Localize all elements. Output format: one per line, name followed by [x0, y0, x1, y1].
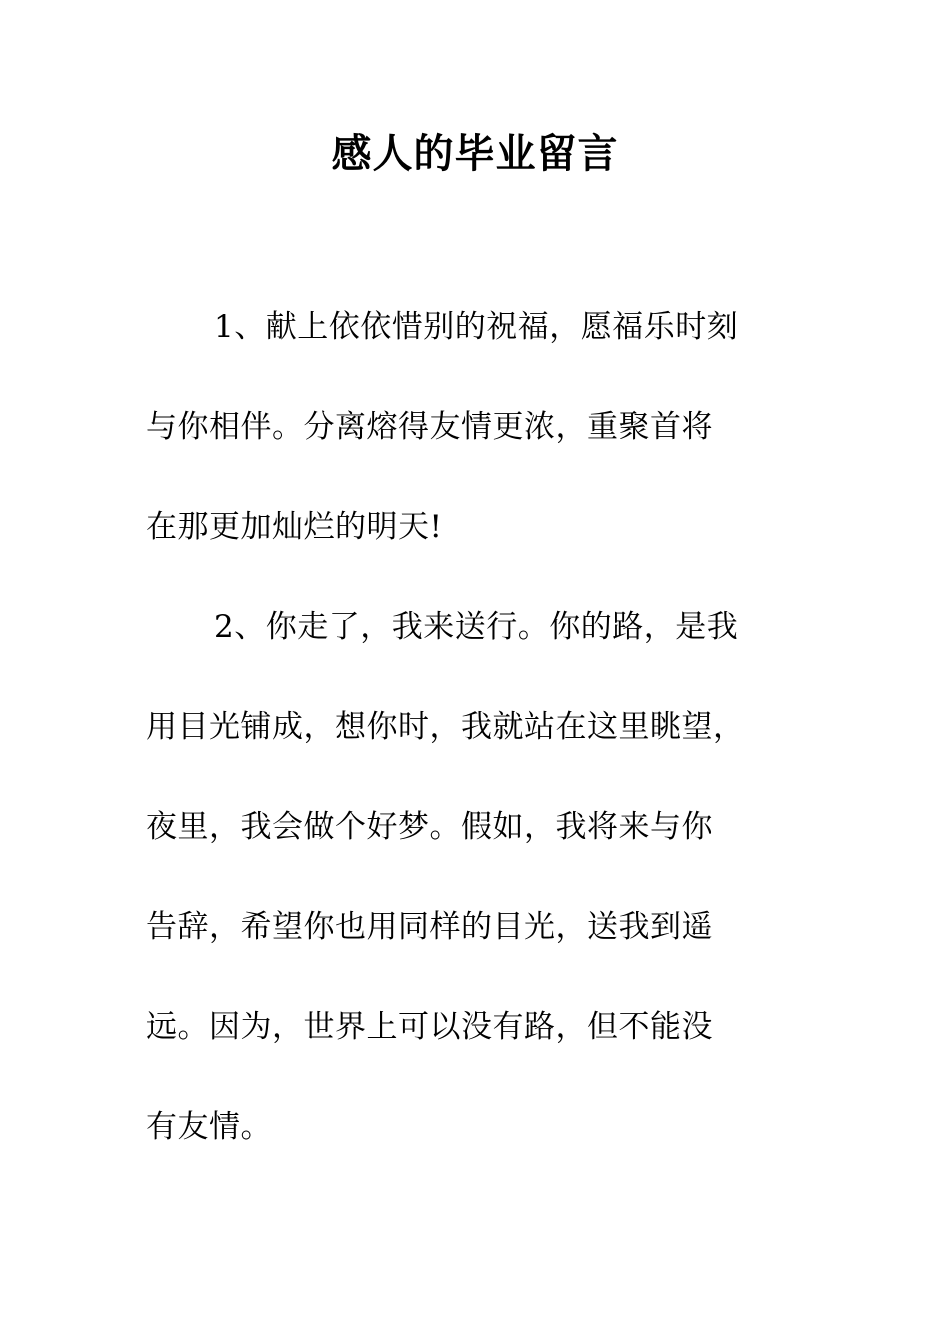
document-body [146, 298, 806, 1198]
paragraph-2-line-6: 有友情。 [146, 1109, 272, 1145]
page-title: 感人的毕业留言 [331, 130, 619, 177]
paragraph-2-line-1: 2、你走了，我来送行。你的路，是我 [214, 609, 739, 645]
paragraph-1-line-3: 在那更加灿烂的明天! [146, 509, 443, 545]
paragraph-2-line-5: 远。因为，世界上可以没有路，但不能没 [146, 1009, 713, 1045]
paragraph-1-line-2: 与你相伴。分离熔得友情更浓，重聚首将 [146, 409, 713, 445]
paragraph-1-line-1: 1、献上依依惜别的祝福，愿福乐时刻 [214, 309, 739, 345]
paragraph-2-line-2: 用目光铺成，想你时，我就站在这里眺望， [146, 709, 745, 745]
paragraph-2-line-3: 夜里，我会做个好梦。假如，我将来与你 [146, 809, 713, 845]
paragraph-2-line-4: 告辞，希望你也用同样的目光，送我到遥 [146, 909, 713, 945]
